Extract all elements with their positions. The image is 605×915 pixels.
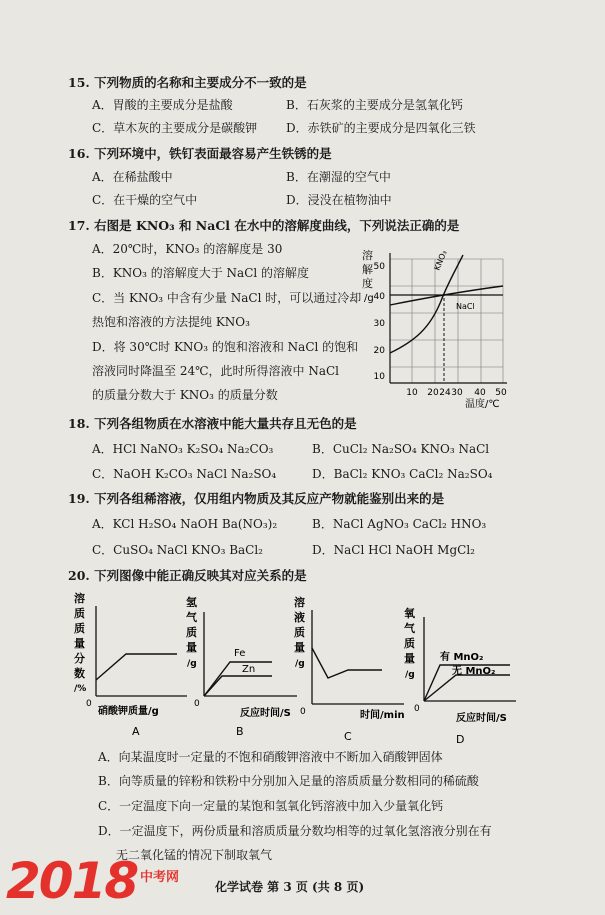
graph-c-letter: C [344,730,352,743]
graph-b-zn-label: Zn [242,664,256,675]
graph-a-origin: 0 [86,699,92,709]
q20-option-d: D．一定温度下，两份质量和溶质质量分数均相等的过氧化氢溶液分别在有 [98,824,492,838]
y-tick-30: 30 [373,319,385,329]
q17-option-c: C．当 KNO₃ 中含有少量 NaCl 时，可以通过冷却 [92,291,362,305]
chart-ylabel-char: 解 [362,263,373,276]
graph-c-ylabel-char: /g [295,659,305,669]
graph-d-origin: 0 [414,704,420,714]
q17-option-d: D．将 30℃时 KNO₃ 的饱和溶液和 NaCl 的饱和 [92,340,359,354]
graph-b [182,592,302,748]
graph-b-fe-label: Fe [234,648,246,659]
graph-a [72,588,192,748]
q19-option-d: D．NaCl HCl NaOH MgCl₂ [312,543,475,557]
graph-b-ylabel-char: 氢 [186,596,197,609]
x-tick-10: 10 [406,388,418,398]
graph-b-ylabel-char: /g [187,659,197,669]
graph-c-ylabel-char: 液 [294,611,305,624]
y-tick-50: 50 [373,262,385,272]
q17-option-b: B．KNO₃ 的溶解度大于 NaCl 的溶解度 [92,266,310,280]
graph-b-ylabel-char: 量 [186,641,197,654]
chart-ylabel [362,248,374,304]
graph-d-with-label: 有 MnO₂ [440,652,484,663]
graph-a-letter: A [132,725,140,738]
graph-a-ylabel-char: 质 [74,622,85,635]
x-tick-40: 40 [474,388,486,398]
kno3-label: KNO₃ [432,249,449,272]
graph-d-ylabel-char: 氧 [404,607,415,620]
graph-d-without-line [424,675,510,701]
q20-stem: 20. 下列图像中能正确反映其对应关系的是 [68,568,307,583]
q17-option-a: A．20℃时，KNO₃ 的溶解度是 30 [92,242,283,256]
graph-d-xlabel: 反应时间/S [456,713,507,724]
graph-c-ylabel-char: 质 [294,626,305,639]
q17-stem: 17. 右图是 KNO₃ 和 NaCl 在水中的溶解度曲线，下列说法正确的是 [68,218,460,233]
q15-option-a: A．胃酸的主要成分是盐酸 [92,98,233,112]
nacl-label: NaCl [456,302,475,311]
graph-b-ylabel-char: 气 [186,611,197,624]
graph-b-zn-line [204,676,272,696]
graph-d-without-label: 无 MnO₂ [452,666,496,677]
q18-stem: 18. 下列各组物质在水溶液中能大量共存且无色的是 [68,416,357,431]
q20-option-a: A．向某温度时一定量的不饱和硝酸钾溶液中不断加入硝酸钾固体 [98,750,443,764]
graph-a-ylabel-char: 分 [74,652,85,665]
kno3-curve [390,255,463,353]
y-tick-10: 10 [373,372,385,382]
graph-c-ylabel-char: 量 [294,641,305,654]
graph-b-ylabel-char: 质 [186,626,197,639]
q20-option-b: B．向等质量的锌粉和铁粉中分别加入足量的溶质质量分数相同的稀硫酸 [98,774,479,788]
y-tick-40: 40 [373,292,385,302]
graph-d [400,603,520,748]
graph-a-ylabel-char: 数 [74,667,85,680]
graph-a-ylabel-char: /% [74,684,87,694]
solubility-chart [355,243,515,410]
q19-option-b: B．NaCl AgNO₃ CaCl₂ HNO₃ [312,517,487,531]
graph-c-line [312,648,382,678]
page-footer: 化学试卷 第 3 页 (共 8 页) [215,880,365,894]
graph-a-ylabel-char: 溶 [74,592,85,605]
graph-b-xlabel: 反应时间/S [240,708,291,719]
chart-xlabel: 温度/℃ [465,399,500,410]
q20-option-d-cont: 无二氧化锰的情况下制取氧气 [116,848,273,862]
x-tick-20: 20 [427,388,439,398]
q16-option-c: C．在干燥的空气中 [92,193,198,207]
graph-a-xlabel: 硝酸钾质量/g [98,706,159,717]
q17-option-d-cont2: 的质量分数大于 KNO₃ 的质量分数 [92,388,278,402]
graph-c [292,592,412,748]
graph-d-letter: D [456,733,465,746]
chart-ylabel-char: 溶 [362,249,373,262]
q20-option-c: C．一定温度下向一定量的某饱和氢氧化钙溶液中加入少量氧化钙 [98,799,444,813]
graph-c-origin: 0 [300,707,306,717]
q17-option-d-cont1: 溶液同时降温至 24℃，此时所得溶液中 NaCl [92,364,339,378]
graph-d-ylabel-char: 气 [404,622,415,635]
q17-option-c-cont: 热饱和溶液的方法提纯 KNO₃ [92,315,250,329]
q19-option-c: C．CuSO₄ NaCl KNO₃ BaCl₂ [92,543,263,557]
q19-option-a: A．KCl H₂SO₄ NaOH Ba(NO₃)₂ [92,517,278,531]
chart-ylabel-char: /g [364,293,374,304]
q15-option-c: C．草木灰的主要成分是碳酸钾 [92,121,258,135]
q16-stem: 16. 下列环境中，铁钉表面最容易产生铁锈的是 [68,146,332,161]
x-tick-50: 50 [495,388,507,398]
q16-option-b: B．在潮湿的空气中 [286,170,391,184]
graph-a-ylabel-char: 质 [74,607,85,620]
site-logo: 2018 [6,852,138,910]
graph-b-fe-line [204,662,272,696]
graph-a-line [96,654,177,680]
q18-option-b: B．CuCl₂ Na₂SO₄ KNO₃ NaCl [312,442,490,456]
graph-d-ylabel-char: 质 [404,637,415,650]
graph-b-letter: B [236,725,244,738]
graph-c-ylabel-char: 溶 [294,596,305,609]
x-tick-24: 24 [439,388,451,398]
q18-option-d: D．BaCl₂ KNO₃ CaCl₂ Na₂SO₄ [312,467,493,481]
chart-ylabel-char: 度 [362,277,373,290]
q16-option-a: A．在稀盐酸中 [92,170,173,184]
q15-option-d: D．赤铁矿的主要成分是四氧化三铁 [286,121,476,135]
q15-option-b: B．石灰浆的主要成分是氢氧化钙 [286,98,463,112]
q16-option-d: D．浸没在植物油中 [286,193,392,207]
y-tick-20: 20 [373,346,385,356]
q19-stem: 19. 下列各组稀溶液，仅用组内物质及其反应产物就能鉴别出来的是 [68,491,445,506]
q15-stem: 15. 下列物质的名称和主要成分不一致的是 [68,75,307,90]
graph-a-ylabel-char: 量 [74,637,85,650]
q18-option-c: C．NaOH K₂CO₃ NaCl Na₂SO₄ [92,467,277,481]
graph-b-origin: 0 [194,699,200,709]
site-logo-subtitle: 中考网 [140,870,180,885]
graph-c-xlabel: 时间/min [360,710,405,721]
q18-option-a: A．HCl NaNO₃ K₂SO₄ Na₂CO₃ [92,442,274,456]
graph-d-ylabel-char: /g [405,670,415,680]
graph-d-ylabel-char: 量 [404,652,415,665]
x-tick-30: 30 [451,388,463,398]
